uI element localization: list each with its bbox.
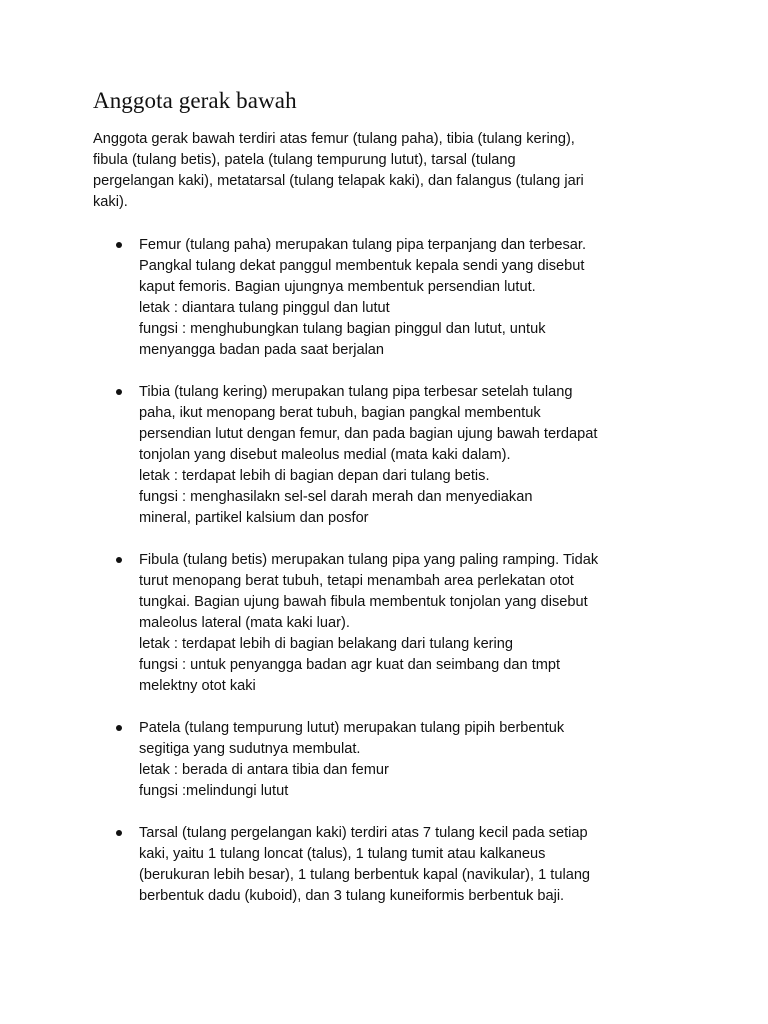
list-line: fungsi : menghubungkan tulang bagian pinggul dan lutut, untuk	[139, 321, 546, 337]
intro-line: Anggota gerak bawah terdiri atas femur (tulang paha), tibia (tulang kering),	[93, 131, 575, 147]
list-line: letak : diantara tulang pinggul dan lutut	[139, 300, 390, 316]
bullet-icon	[116, 725, 122, 731]
page-title: Anggota gerak bawah	[93, 88, 297, 113]
list-line: Femur (tulang paha) merupakan tulang pipa terpanjang dan terbesar.	[139, 237, 587, 253]
intro-line: kaki).	[93, 194, 128, 210]
bullet-icon	[116, 557, 122, 563]
bullet-icon	[116, 830, 122, 836]
document-page	[93, 86, 693, 928]
intro-line: pergelangan kaki), metatarsal (tulang telapak kaki), dan falangus (tulang jari	[93, 173, 584, 189]
list-item-tarsal	[93, 823, 679, 907]
list-line: tungkai. Bagian ujung bawah fibula membentuk tonjolan yang disebut	[139, 594, 588, 610]
list-line: fungsi : menghasilakn sel-sel darah merah dan menyediakan	[139, 489, 533, 505]
list-line: Tarsal (tulang pergelangan kaki) terdiri atas 7 tulang kecil pada setiap	[139, 825, 588, 841]
list-line: letak : terdapat lebih di bagian belakang dari tulang kering	[139, 636, 514, 652]
list-line: letak : berada di antara tibia dan femur	[139, 762, 389, 778]
list-line: kaput femoris. Bagian ujungnya membentuk persendian lutut.	[139, 279, 536, 295]
list-line: Fibula (tulang betis) merupakan tulang pipa yang paling ramping. Tidak	[139, 552, 599, 568]
list-line: letak : terdapat lebih di bagian depan dari tulang betis.	[139, 468, 490, 484]
list-item-fibula	[93, 550, 679, 697]
list-line: Patela (tulang tempurung lutut) merupakan tulang pipih berbentuk	[139, 720, 565, 736]
list-line: Tibia (tulang kering) merupakan tulang pipa terbesar setelah tulang	[139, 384, 573, 400]
list-line: segitiga yang sudutnya membulat.	[139, 741, 361, 757]
list-line: fungsi :melindungi lutut	[139, 783, 289, 799]
list-line: Pangkal tulang dekat panggul membentuk kepala sendi yang disebut	[139, 258, 585, 274]
list-line: mineral, partikel kalsium dan posfor	[139, 510, 369, 526]
list-line: berbentuk dadu (kuboid), dan 3 tulang kuneiformis berbentuk baji.	[139, 888, 565, 904]
list-line: maleolus lateral (mata kaki luar).	[139, 615, 350, 631]
intro-line: fibula (tulang betis), patela (tulang tempurung lutut), tarsal (tulang	[93, 152, 516, 168]
bullet-icon	[116, 242, 122, 248]
list-line: melektny otot kaki	[139, 678, 256, 694]
list-item-patela	[93, 718, 679, 802]
intro-paragraph	[93, 129, 668, 213]
list-line: menyangga badan pada saat berjalan	[139, 342, 385, 358]
list-line: paha, ikut menopang berat tubuh, bagian pangkal membentuk	[139, 405, 541, 421]
list-line: (berukuran lebih besar), 1 tulang berbentuk kapal (navikular), 1 tulang	[139, 867, 591, 883]
list-item-femur	[93, 235, 679, 361]
list-line: fungsi : untuk penyangga badan agr kuat dan seimbang dan tmpt	[139, 657, 561, 673]
list-line: turut menopang berat tubuh, tetapi menambah area perlekatan otot	[139, 573, 574, 589]
bone-list	[93, 235, 693, 907]
list-line: tonjolan yang disebut maleolus medial (mata kaki dalam).	[139, 447, 511, 463]
list-item-tibia	[93, 382, 679, 529]
list-line: kaki, yaitu 1 tulang loncat (talus), 1 tulang tumit atau kalkaneus	[139, 846, 546, 862]
list-line: persendian lutut dengan femur, dan pada bagian ujung bawah terdapat	[139, 426, 598, 442]
bullet-icon	[116, 389, 122, 395]
